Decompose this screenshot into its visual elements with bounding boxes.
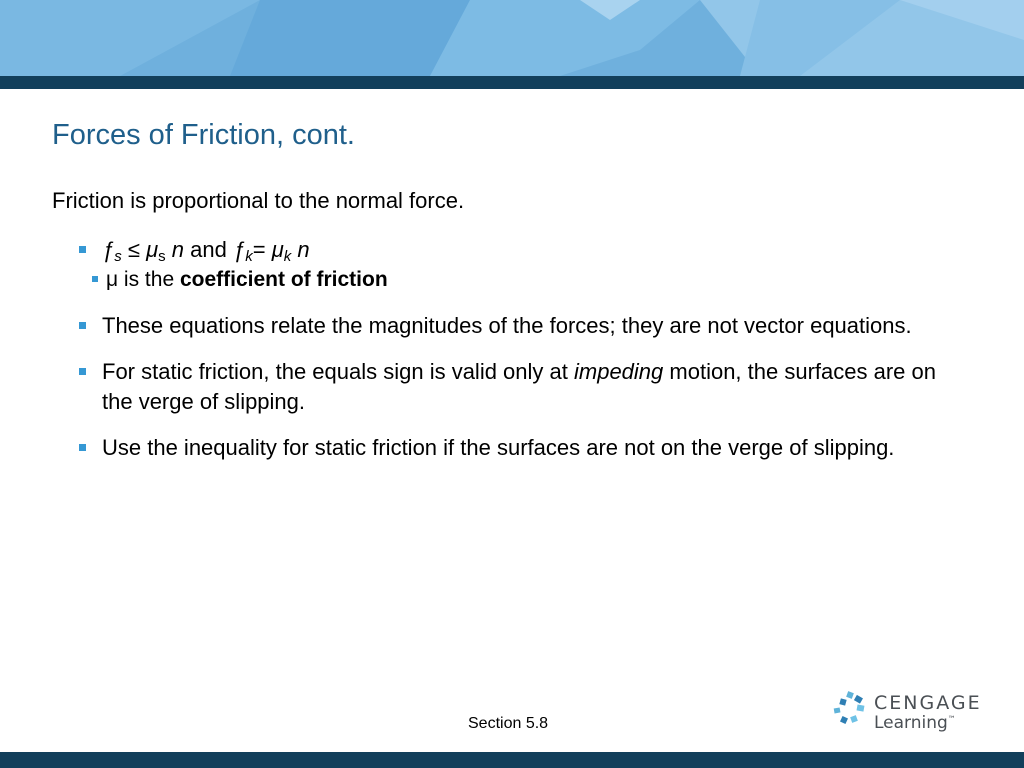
sub-bullet-prefix: μ is the (106, 268, 180, 291)
logo-sub-text (874, 713, 956, 733)
s-subscript: s (114, 248, 122, 265)
bullet-list (78, 235, 958, 479)
square-bullet-icon (92, 276, 98, 282)
logo-learning-text: Learning (874, 713, 948, 733)
n-symbol: n (171, 237, 185, 262)
n-symbol-2: n (297, 237, 310, 262)
equals-symbol: = (252, 237, 266, 262)
square-bullet-icon (79, 246, 86, 253)
bullet-text-magnitudes: These equations relate the magnitudes of the forces; they are not vector equations. (102, 313, 912, 338)
square-bullet-icon (79, 444, 86, 451)
mu-symbol: μ (146, 237, 159, 262)
section-label: Section 5.8 (468, 715, 549, 732)
logo-brand-text: CENGAGE (874, 692, 982, 714)
intro-text: Friction is proportional to the normal force. (52, 188, 465, 213)
list-item-inequality (78, 433, 958, 463)
list-item-static-friction (78, 357, 958, 417)
banner-graphic (0, 0, 1024, 76)
sub-list-item (92, 265, 958, 295)
friction-formula (102, 237, 310, 265)
list-item-formula (78, 235, 958, 265)
leq-symbol: ≤ (127, 237, 140, 262)
bullet-text-impeding: impeding (574, 359, 664, 384)
header-banner (0, 0, 1024, 76)
s-subscript-upright: s (158, 248, 166, 265)
logo-tm: ™ (947, 714, 956, 724)
k-subscript-2: k (283, 248, 292, 265)
sub-bullet-bold: coefficient of friction (179, 268, 388, 291)
bullet-text-static-after: motion, the surfaces are on the verge of slipping. (102, 359, 936, 414)
k-subscript: k (245, 248, 253, 265)
cengage-logo (832, 690, 982, 738)
bullet-text-inequality: Use the inequality for static friction if the surfaces are not on the verge of slipping. (102, 435, 895, 460)
mu-symbol-2: μ (271, 237, 284, 262)
square-bullet-icon (79, 322, 86, 329)
slide-title: Forces of Friction, cont. (52, 119, 355, 151)
square-bullet-icon (79, 368, 86, 375)
cengage-mark-icon (832, 690, 868, 730)
f-symbol-2: ƒ (232, 237, 246, 262)
and-text: and (184, 237, 233, 262)
footer-rule (0, 752, 1024, 768)
header-rule (0, 76, 1024, 89)
f-symbol: ƒ (102, 237, 115, 262)
list-item-magnitudes (78, 311, 958, 341)
bullet-text-static-before: For static friction, the equals sign is valid only at (102, 359, 574, 384)
